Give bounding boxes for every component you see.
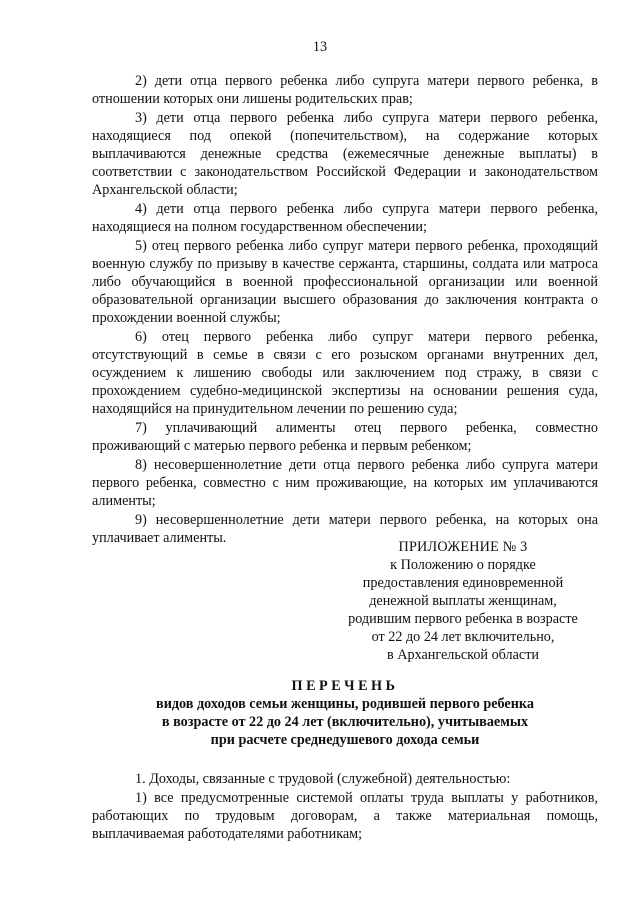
heading-line: видов доходов семьи женщины, родившей первого ребенка <box>156 696 534 712</box>
section-item: 1) все предусмотренные системой оплаты труда выплаты у работников, работающих по трудовым договорам, а также материальная помощь, выплачиваемая работодателями работникам; <box>92 790 598 842</box>
list-item: 8) несовершеннолетние дети отца первого ребенка либо супруга матери первого ребенка, совместно с ним проживающие, на которых им уплачиваются алименты; <box>92 457 598 509</box>
appendix-block <box>328 538 598 664</box>
section-title: 1. Доходы, связанные с трудовой (служебной) деятельностью: <box>135 771 511 787</box>
heading-title: ПЕРЕЧЕНЬ <box>291 678 399 694</box>
appendix-line: денежной выплаты женщинам, <box>369 593 557 609</box>
section-1 <box>92 770 598 844</box>
appendix-title: ПРИЛОЖЕНИЕ № 3 <box>398 539 528 555</box>
heading-line: при расчете среднедушевого дохода семьи <box>210 732 480 748</box>
list-item: 4) дети отца первого ребенка либо супруга матери первого ребенка, находящиеся на полном государственном обеспечении; <box>92 201 598 235</box>
appendix-line: от 22 до 24 лет включительно, <box>371 629 555 645</box>
page-number: 13 <box>312 39 328 55</box>
heading-line: в возрасте от 22 до 24 лет (включительно), учитываемых <box>161 714 529 730</box>
appendix-line: в Архангельской области <box>387 647 539 663</box>
appendix-line: предоставления единовременной <box>362 575 564 591</box>
appendix-line: родившим первого ребенка в возрасте <box>348 611 578 627</box>
list-item: 2) дети отца первого ребенка либо супруга матери первого ребенка, в отношении которых они лишены родительских прав; <box>92 73 598 107</box>
list-item: 7) уплачивающий алименты отец первого ребенка, совместно проживающий с матерью первого ребенка и первым ребенком; <box>92 420 598 454</box>
list-item: 6) отец первого ребенка либо супруг матери первого ребенка, отсутствующий в семье в связи с его розыском органами внутренних дел, осуждением к лишению свободы или заключением под стражу, в связи с прохождением судебно-медицинской экспертизы на основании решения суда, находящийся на принудительном лечении по решению суда; <box>92 329 598 417</box>
document-heading <box>92 677 598 749</box>
list-item: 9) несовершеннолетние дети матери первого ребенка, на которых она уплачивает алименты. <box>92 512 598 546</box>
list-item: 5) отец первого ребенка либо супруг матери первого ребенка, проходящий военную службу по призыву в качестве сержанта, старшины, солдата или матроса либо обучающийся в военной профессиональной организации или военной образовательной организации высшего образования до заключения контракта о прохождении военной службы; <box>92 238 598 326</box>
list-item: 3) дети отца первого ребенка либо супруга матери первого ребенка, находящиеся под опекой (попечительством), на содержание которых выплачиваются денежные средства (ежемесячные денежные выплаты) в соответствии с законодательством Российской Федерации и законодательством Архангельской области; <box>92 110 598 198</box>
appendix-line: к Положению о порядке <box>390 557 536 573</box>
list-body <box>92 72 598 548</box>
